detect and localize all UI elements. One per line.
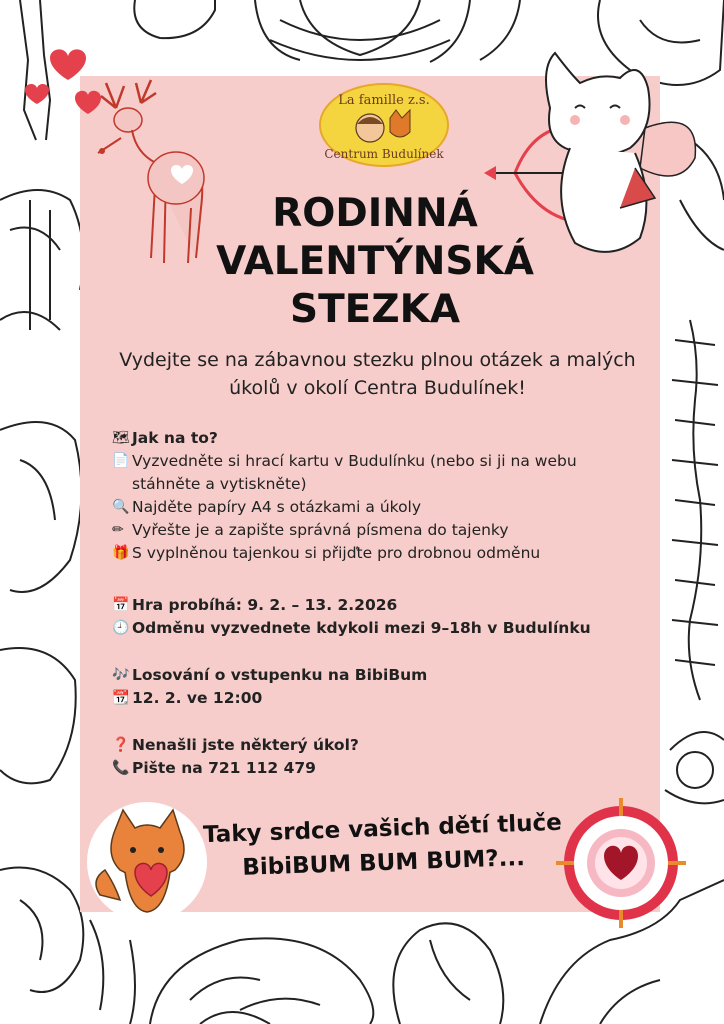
slogan-line-2: BibiBUM BUM BUM?...	[241, 845, 526, 881]
logo-top-text: La famille z.s.	[338, 93, 430, 108]
clock-icon: 🕘	[112, 620, 130, 636]
pickup-time: Odměnu vyzvednete kdykoli mezi 9–18h v Budulínku	[132, 619, 591, 637]
raffle-section	[112, 664, 632, 710]
step-1-text: Vyzvedněte si hrací kartu v Budulínku (nebo si ji na webu stáhněte a vytiskněte)	[132, 452, 577, 493]
page-icon: 📄	[112, 453, 130, 469]
page-title	[150, 190, 600, 334]
title-line-2: VALENTÝNSKÁ	[216, 239, 534, 284]
la-famille-logo	[318, 82, 450, 168]
contact-phone: Pište na 721 112 479	[132, 759, 316, 777]
logo-bottom-text: Centrum Budulínek	[324, 147, 444, 161]
heart-target-icon	[556, 798, 686, 928]
raffle-title: Losování o vstupenku na BibiBum	[132, 666, 428, 684]
title-line-3: STEZKA	[289, 287, 460, 332]
how-heading: Jak na to?	[132, 429, 218, 447]
calendar-icon: 📅	[112, 597, 130, 613]
step-4-text: S vyplněnou tajenkou si přijďte pro drobnou odměnu	[132, 544, 541, 562]
map-icon: 🗺	[112, 430, 130, 446]
music-notes-icon: 🎶	[112, 667, 130, 683]
slogan-line-1: Taky srdce vašich dětí tluče	[202, 809, 563, 849]
gift-icon: 🎁	[112, 545, 130, 561]
magnifier-icon: 🔍	[112, 499, 130, 515]
slogan	[177, 805, 589, 887]
phone-icon: 📞	[112, 760, 130, 776]
question-mark-icon: ❓	[112, 737, 130, 753]
run-dates: Hra probíhá: 9. 2. – 13. 2.2026	[132, 596, 398, 614]
dates-section	[112, 594, 632, 640]
subtitle: Vydejte se na zábavnou stezku plnou otázek a malých úkolů v okolí Centra Budulínek!	[119, 349, 636, 399]
how-to-section	[112, 427, 632, 565]
pencil-icon: ✏	[112, 522, 124, 538]
step-2-text: Najděte papíry A4 s otázkami a úkoly	[132, 498, 422, 516]
raffle-date: 12. 2. ve 12:00	[132, 689, 263, 707]
step-3-text: Vyřešte je a zapište správná písmena do tajenky	[132, 521, 509, 539]
contact-question: Nenašli jste některý úkol?	[132, 736, 359, 754]
title-line-1: RODINNÁ	[272, 191, 478, 236]
calendar-tear-icon: 📆	[112, 690, 130, 706]
contact-section	[112, 734, 632, 780]
